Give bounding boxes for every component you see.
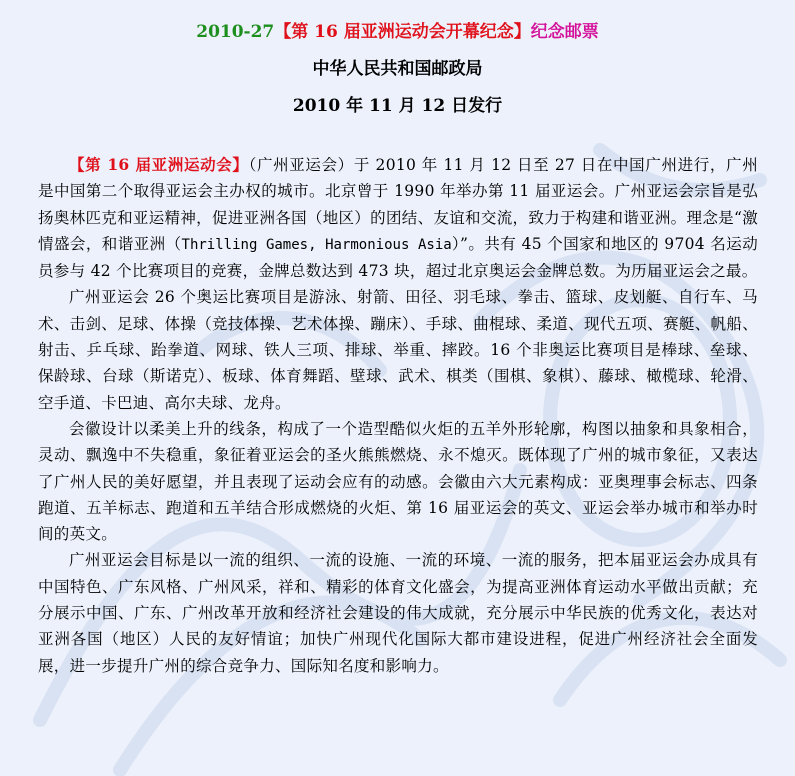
paragraph-events: 广州亚运会 26 个奥运比赛项目是游泳、射箭、田径、羽毛球、拳击、篮球、皮划艇、自行车、马术、击剑、足球、体操（竞技体操、艺术体操、蹦床）、手球、曲棍球、柔道、现代五项、赛艇、帆船、射击、乒乓球、跆拳道、网球、铁人三项、排球、举重、摔跤。16 个非奥运比赛项目是棒球、垒球、保龄球、台球（斯诺克）、板球、体育舞蹈、壁球、武术、棋类（围棋、象棋）、藤球、橄榄球、轮滑、空手道、卡巴迪、高尔夫球、龙舟。 [38, 288, 758, 412]
paragraph-lead: 【第 16 届亚洲运动会】 [69, 155, 249, 174]
issuer: 中华人民共和国邮政局 [312, 59, 483, 79]
stamp-title-suffix: 纪念邮票 [530, 22, 599, 42]
article-body [38, 152, 758, 679]
header [0, 22, 795, 133]
paragraph-goals: 广州亚运会目标是以一流的组织、一流的设施、一流的环境、一流的服务，把本届亚运会办成具有中国特色、广东风格、广州风采，祥和、精彩的体育文化盛会，为提高亚洲体育运动水平做出贡献；充分展示中国、广东、广州改革开放和经济社会建设的伟大成就，充分展示中华民族的优秀文化，表达对亚洲各国（地区）人民的友好情谊；加快广州现代化国际大都市建设进程，促进广州经济社会全面发展，进一步提升广州的综合竞争力、国际知名度和影响力。 [38, 551, 758, 675]
stamp-code: 2010-27 [196, 22, 275, 42]
paragraph-emblem: 会徽设计以柔美上升的线条，构成了一个造型酷似火炬的五羊外形轮廓，构图以抽象和具象相合，灵动、飘逸中不失稳重，象征着亚运会的圣火熊熊燃烧、永不熄灭。既体现了广州的城市象征，又表达了广州人民的美好愿望，并且表现了运动会应有的动感。会徽由六大元素构成：亚奥理事会标志、四条跑道、五羊标志、跑道和五羊结合形成燃烧的火炬、第 16 届亚运会的英文、亚运会举办城市和举办时间的英文。 [38, 419, 758, 544]
paragraph-intro-text-b: ）”。共有 45 个国家和地区的 9704 名运动员参与 42 个比赛项目的竞赛，金牌总数达到 473 块，超过北京奥运会金牌总数。为历届亚运会之最。 [38, 234, 758, 281]
paragraph-intro-text-a: （广州亚运会）于 2010 年 11 月 12 日至 27 日在中国广州进行，广州是中国第二个取得亚运会主办权的城市。北京曾于 1990 年举办第 11 届亚运会。广州亚运会宗旨是弘扬奥林匹克和亚运精神，促进亚洲各国（地区）的团结、友谊和交流，致力于构建和谐亚洲。理念是“激情盛会，和谐亚洲（ [38, 156, 758, 253]
stamp-title-main: 【第 16 届亚洲运动会开幕纪念】 [274, 22, 531, 42]
issue-date: 2010 年 11 月 12 日发行 [292, 96, 503, 116]
stamp-title [0, 22, 795, 42]
paragraph-intro [38, 152, 758, 284]
english-slogan: Thrilling Games, Harmonious Asia [181, 236, 452, 253]
